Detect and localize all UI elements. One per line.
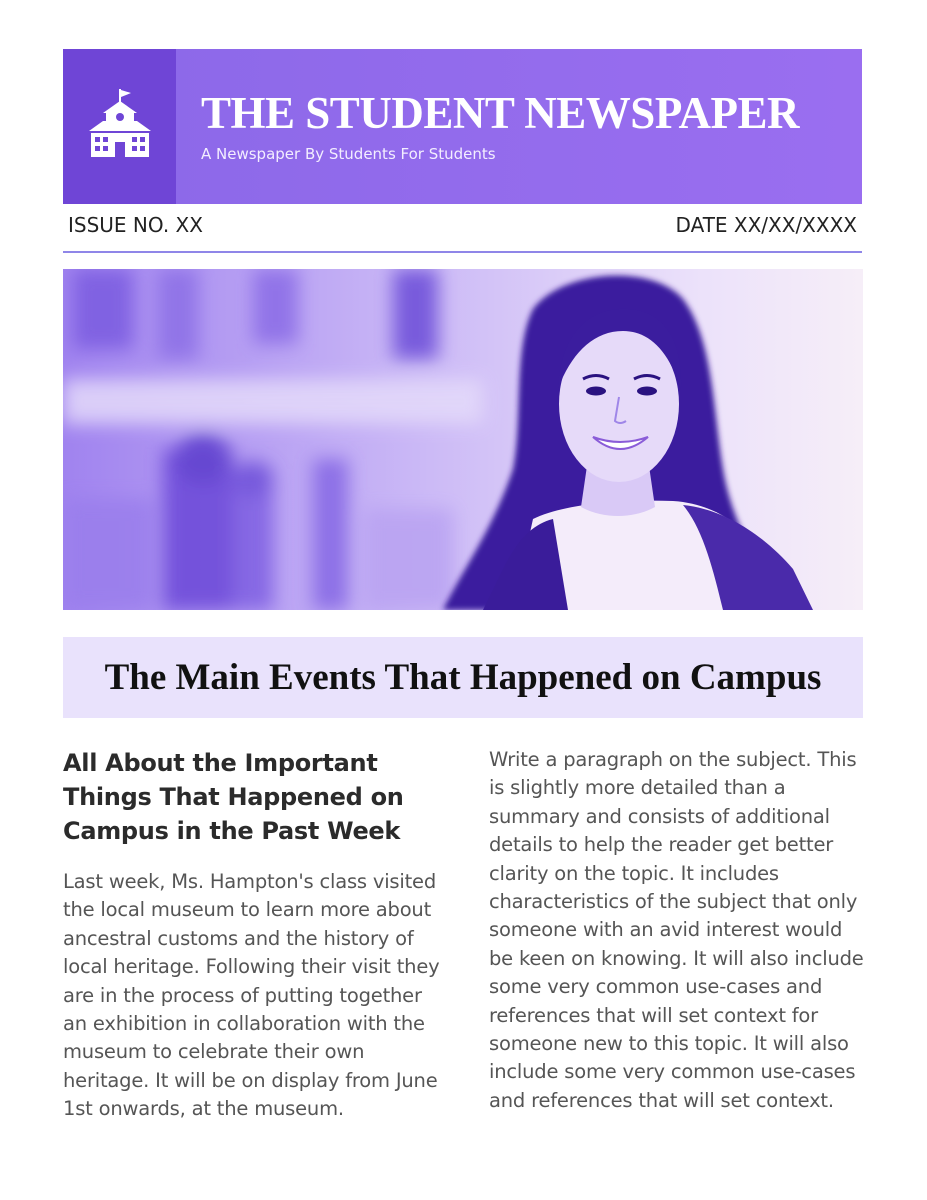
newspaper-title: THE STUDENT NEWSPAPER bbox=[201, 88, 799, 138]
school-building-icon bbox=[87, 89, 153, 164]
hero-photo bbox=[63, 269, 863, 610]
right-article-column bbox=[489, 746, 867, 1115]
masthead-banner bbox=[63, 49, 862, 204]
logo-block bbox=[63, 49, 176, 204]
right-article-body: Write a paragraph on the subject. This is slightly more detailed than a summary and consists of additional details to help the reader get better clarity on the topic. It includes characteristics of the subject that only someone with an avid interest would be keen on knowing. It will also include some very common use-cases and references that will set context for someone new to this topic. It will also include some very common use-cases and references that will set context. bbox=[489, 748, 864, 1112]
main-headline: The Main Events That Happened on Campus bbox=[104, 657, 822, 698]
masthead-text bbox=[176, 49, 862, 204]
issue-date-row bbox=[63, 213, 862, 253]
newspaper-tagline: A Newspaper By Students For Students bbox=[201, 145, 496, 163]
article-subheading: All About the Important Things That Happened on Campus in the Past Week bbox=[63, 749, 404, 845]
issue-number: ISSUE NO. XX bbox=[68, 213, 203, 237]
left-article-body: Last week, Ms. Hampton's class visited the local museum to learn more about ancestral customs and the history of local heritage. Following their visit they are in the process of putting together an exhibition in collaboration with the museum to celebrate their own heritage. It will be on display from June 1st onwards, at the museum. bbox=[63, 870, 440, 1121]
left-article-column bbox=[63, 746, 443, 1124]
issue-date: DATE XX/XX/XXXX bbox=[675, 213, 857, 237]
headline-bar bbox=[63, 637, 863, 718]
